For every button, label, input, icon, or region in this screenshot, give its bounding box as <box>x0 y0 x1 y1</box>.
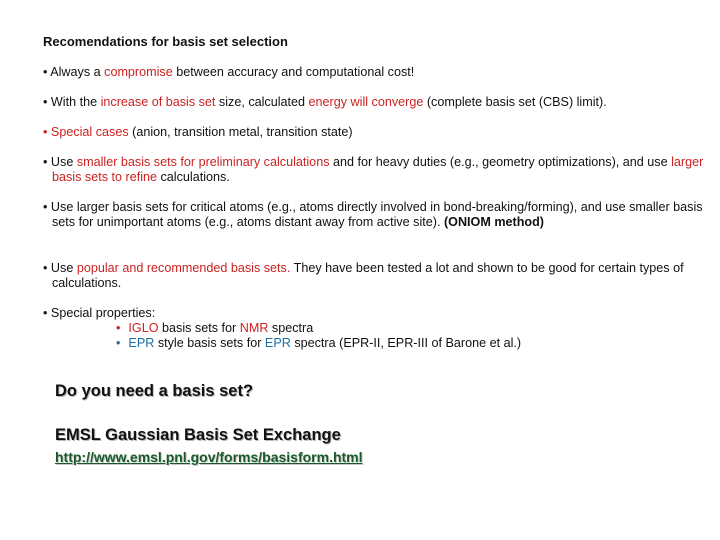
text: Always a <box>50 65 105 79</box>
bullet-marker: • <box>43 155 48 169</box>
bullet-marker: • <box>43 200 48 214</box>
bullet-special-properties <box>43 306 712 321</box>
highlight: EPR <box>264 336 291 350</box>
bullet-convergence <box>43 95 712 110</box>
text: and for heavy duties (e.g., geometry optimizations), and use <box>329 155 672 169</box>
bullet-marker: • <box>43 125 48 139</box>
highlight: energy will converge <box>308 95 424 109</box>
highlight: popular and recommended basis sets. <box>76 261 291 275</box>
bullet-marker: • <box>116 321 121 335</box>
text: size, calculated <box>215 95 309 109</box>
oniom-label: (ONIOM method) <box>443 215 545 229</box>
highlight: smaller basis sets for preliminary calculations <box>76 155 330 169</box>
bullet-compromise <box>43 65 712 80</box>
bullet-special-cases <box>43 125 712 140</box>
bullet-marker: • <box>43 65 48 79</box>
bullet-marker: • <box>116 336 121 350</box>
bullet-popular <box>43 261 712 291</box>
highlight: EPR <box>128 336 155 350</box>
highlight: IGLO <box>128 321 159 335</box>
text: They have been tested a lot and shown to be good for certain types of calculations. <box>52 261 684 290</box>
highlight: larger basis sets to refine <box>52 155 704 184</box>
basis-set-question: Do you need a basis set? <box>55 382 254 400</box>
sub-item-epr <box>116 336 521 351</box>
highlight: increase of basis set <box>100 95 216 109</box>
bullet-marker: • <box>43 306 48 320</box>
text: Use <box>50 261 77 275</box>
text: (complete basis set (CBS) limit). <box>423 95 607 109</box>
text: spectra <box>268 321 314 335</box>
bullet-smaller-larger <box>43 155 712 185</box>
text: calculations. <box>157 170 230 184</box>
text: basis sets for <box>158 321 240 335</box>
basis-set-exchange-link[interactable]: http://www.emsl.pnl.gov/forms/basisform.html <box>55 449 363 465</box>
highlight: Special cases <box>50 125 129 139</box>
text: spectra (EPR-II, EPR-III of Barone et al.) <box>290 336 522 350</box>
highlight: NMR <box>239 321 269 335</box>
text: With the <box>50 95 101 109</box>
text: between accuracy and computational cost! <box>172 65 415 79</box>
text: style basis sets for <box>154 336 265 350</box>
page-title: Recomendations for basis set selection <box>43 34 288 49</box>
bullet-oniom <box>43 200 712 230</box>
bullet-marker: • <box>43 95 48 109</box>
text: Use larger basis sets for critical atoms (e.g., atoms directly involved in bond-breaking/forming), and use smaller basis sets for unimportant atoms (e.g., atoms distant away from active site). <box>50 200 703 229</box>
sub-item-iglo <box>116 321 313 336</box>
highlight: compromise <box>104 65 173 79</box>
exchange-title: EMSL Gaussian Basis Set Exchange <box>55 426 341 444</box>
text: (anion, transition metal, transition state) <box>128 125 353 139</box>
text: Use <box>50 155 77 169</box>
text: Special properties: <box>50 306 156 320</box>
bullet-marker: • <box>43 261 48 275</box>
